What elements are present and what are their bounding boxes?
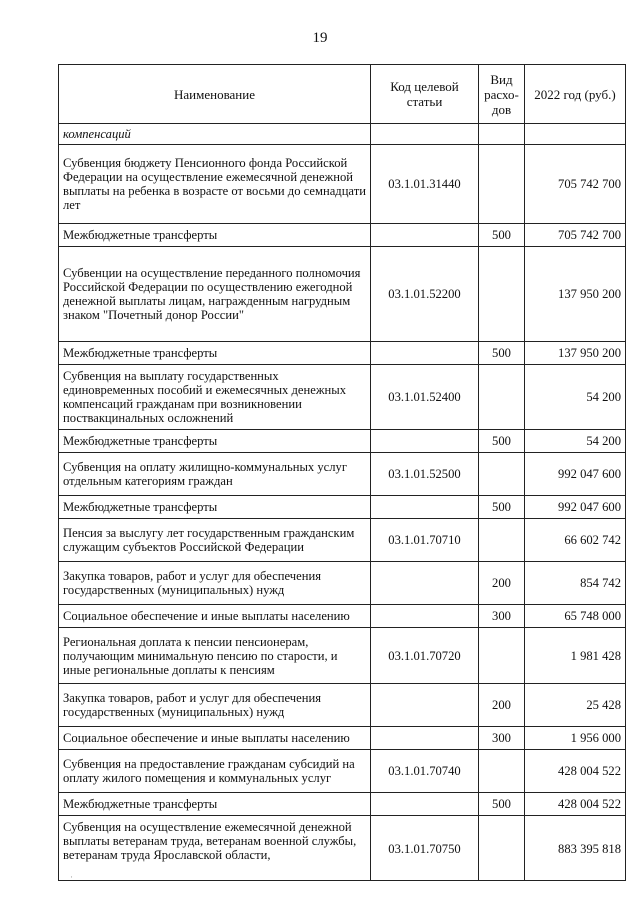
- cell-expense-type: [479, 365, 525, 430]
- cell-name: Социальное обеспечение и иные выплаты населению: [59, 605, 371, 628]
- cell-target-code: [371, 124, 479, 145]
- cell-name: Субвенция на предоставление гражданам субсидий на оплату жилого помещения и коммунальных услуг: [59, 750, 371, 793]
- cell-target-code: 03.1.01.70750: [371, 816, 479, 881]
- table-row: [59, 684, 626, 727]
- scan-mark: ·: [70, 872, 73, 882]
- cell-target-code: 03.1.01.52200: [371, 247, 479, 342]
- table-row: [59, 496, 626, 519]
- cell-amount: 66 602 742: [525, 519, 626, 562]
- page-number: 19: [312, 30, 328, 46]
- cell-amount: 65 748 000: [525, 605, 626, 628]
- cell-name: Субвенция на оплату жилищно-коммунальных услуг отдельным категориям граждан: [59, 453, 371, 496]
- cell-name: Закупка товаров, работ и услуг для обеспечения государственных (муниципальных) нужд: [59, 562, 371, 605]
- cell-expense-type: 500: [479, 496, 525, 519]
- cell-expense-type: [479, 628, 525, 684]
- cell-expense-type: [479, 750, 525, 793]
- cell-expense-type: [479, 453, 525, 496]
- cell-amount: 428 004 522: [525, 793, 626, 816]
- cell-target-code: [371, 496, 479, 519]
- cell-name: Региональная доплата к пенсии пенсионерам, получающим минимальную пенсию по старости, и иные региональные доплаты к пенсиям: [59, 628, 371, 684]
- cell-target-code: [371, 224, 479, 247]
- table-row: [59, 145, 626, 224]
- table-row: [59, 124, 626, 145]
- cell-amount: 137 950 200: [525, 247, 626, 342]
- cell-name: Межбюджетные трансферты: [59, 342, 371, 365]
- cell-expense-type: 500: [479, 430, 525, 453]
- cell-expense-type: 200: [479, 684, 525, 727]
- cell-target-code: [371, 684, 479, 727]
- cell-name: Межбюджетные трансферты: [59, 430, 371, 453]
- cell-amount: 1 956 000: [525, 727, 626, 750]
- cell-amount: 137 950 200: [525, 342, 626, 365]
- cell-target-code: 03.1.01.52500: [371, 453, 479, 496]
- table-body: [59, 124, 626, 881]
- cell-target-code: 03.1.01.52400: [371, 365, 479, 430]
- cell-amount: 883 395 818: [525, 816, 626, 881]
- cell-target-code: [371, 793, 479, 816]
- cell-expense-type: 200: [479, 562, 525, 605]
- cell-expense-type: 300: [479, 605, 525, 628]
- table-row: [59, 727, 626, 750]
- cell-expense-type: 300: [479, 727, 525, 750]
- cell-expense-type: [479, 124, 525, 145]
- cell-target-code: 03.1.01.70720: [371, 628, 479, 684]
- cell-name: Межбюджетные трансферты: [59, 496, 371, 519]
- cell-amount: 54 200: [525, 430, 626, 453]
- cell-target-code: [371, 605, 479, 628]
- cell-amount: 854 742: [525, 562, 626, 605]
- table-row: [59, 365, 626, 430]
- cell-amount: 1 981 428: [525, 628, 626, 684]
- cell-expense-type: 500: [479, 793, 525, 816]
- header-code: Код целевой статьи: [371, 65, 479, 124]
- header-expense-type: Вид расхо-дов: [479, 65, 525, 124]
- cell-name: Субвенция на осуществление ежемесячной денежной выплаты ветеранам труда, ветеранам военной службы, ветеранам труда Ярославской области,: [59, 816, 371, 881]
- cell-target-code: [371, 562, 479, 605]
- cell-expense-type: 500: [479, 342, 525, 365]
- cell-expense-type: [479, 247, 525, 342]
- cell-target-code: [371, 727, 479, 750]
- cell-expense-type: 500: [479, 224, 525, 247]
- cell-name: Субвенция бюджету Пенсионного фонда Российской Федерации на осуществление ежемесячной денежной выплаты на ребенка в возрасте от восьми до семнадцати лет: [59, 145, 371, 224]
- cell-amount: 54 200: [525, 365, 626, 430]
- table-row: [59, 562, 626, 605]
- table-row: [59, 519, 626, 562]
- cell-amount: 25 428: [525, 684, 626, 727]
- cell-name: Межбюджетные трансферты: [59, 793, 371, 816]
- table-row: [59, 430, 626, 453]
- header-amount: 2022 год (руб.): [525, 65, 626, 124]
- cell-expense-type: [479, 816, 525, 881]
- table-row: [59, 247, 626, 342]
- cell-expense-type: [479, 519, 525, 562]
- cell-amount: [525, 124, 626, 145]
- cell-expense-type: [479, 145, 525, 224]
- table-row: [59, 793, 626, 816]
- cell-target-code: 03.1.01.70710: [371, 519, 479, 562]
- table-row: [59, 453, 626, 496]
- cell-amount: 705 742 700: [525, 224, 626, 247]
- cell-name: Субвенции на осуществление переданного полномочия Российской Федерации по осуществлению ежегодной денежной выплаты лицам, награжденным нагрудным знаком "Почетный донор России": [59, 247, 371, 342]
- cell-target-code: 03.1.01.31440: [371, 145, 479, 224]
- cell-target-code: [371, 342, 479, 365]
- cell-amount: 428 004 522: [525, 750, 626, 793]
- cell-name: компенсаций: [59, 124, 371, 145]
- cell-name: Межбюджетные трансферты: [59, 224, 371, 247]
- header-name: Наименование: [59, 65, 371, 124]
- cell-target-code: [371, 430, 479, 453]
- table-row: [59, 224, 626, 247]
- cell-amount: 705 742 700: [525, 145, 626, 224]
- cell-amount: 992 047 600: [525, 496, 626, 519]
- cell-name: Субвенция на выплату государственных единовременных пособий и ежемесячных денежных компенсаций гражданам при возникновении поствакцинальных осложнений: [59, 365, 371, 430]
- table-row: [59, 628, 626, 684]
- cell-target-code: 03.1.01.70740: [371, 750, 479, 793]
- cell-name: Пенсия за выслугу лет государственным гражданским служащим субъектов Российской Федерации: [59, 519, 371, 562]
- cell-amount: 992 047 600: [525, 453, 626, 496]
- cell-name: Закупка товаров, работ и услуг для обеспечения государственных (муниципальных) нужд: [59, 684, 371, 727]
- table-row: [59, 816, 626, 881]
- table-row: [59, 605, 626, 628]
- cell-name: Социальное обеспечение и иные выплаты населению: [59, 727, 371, 750]
- budget-table: [58, 64, 626, 881]
- table-row: [59, 750, 626, 793]
- table-row: [59, 342, 626, 365]
- table-header-row: [59, 65, 626, 124]
